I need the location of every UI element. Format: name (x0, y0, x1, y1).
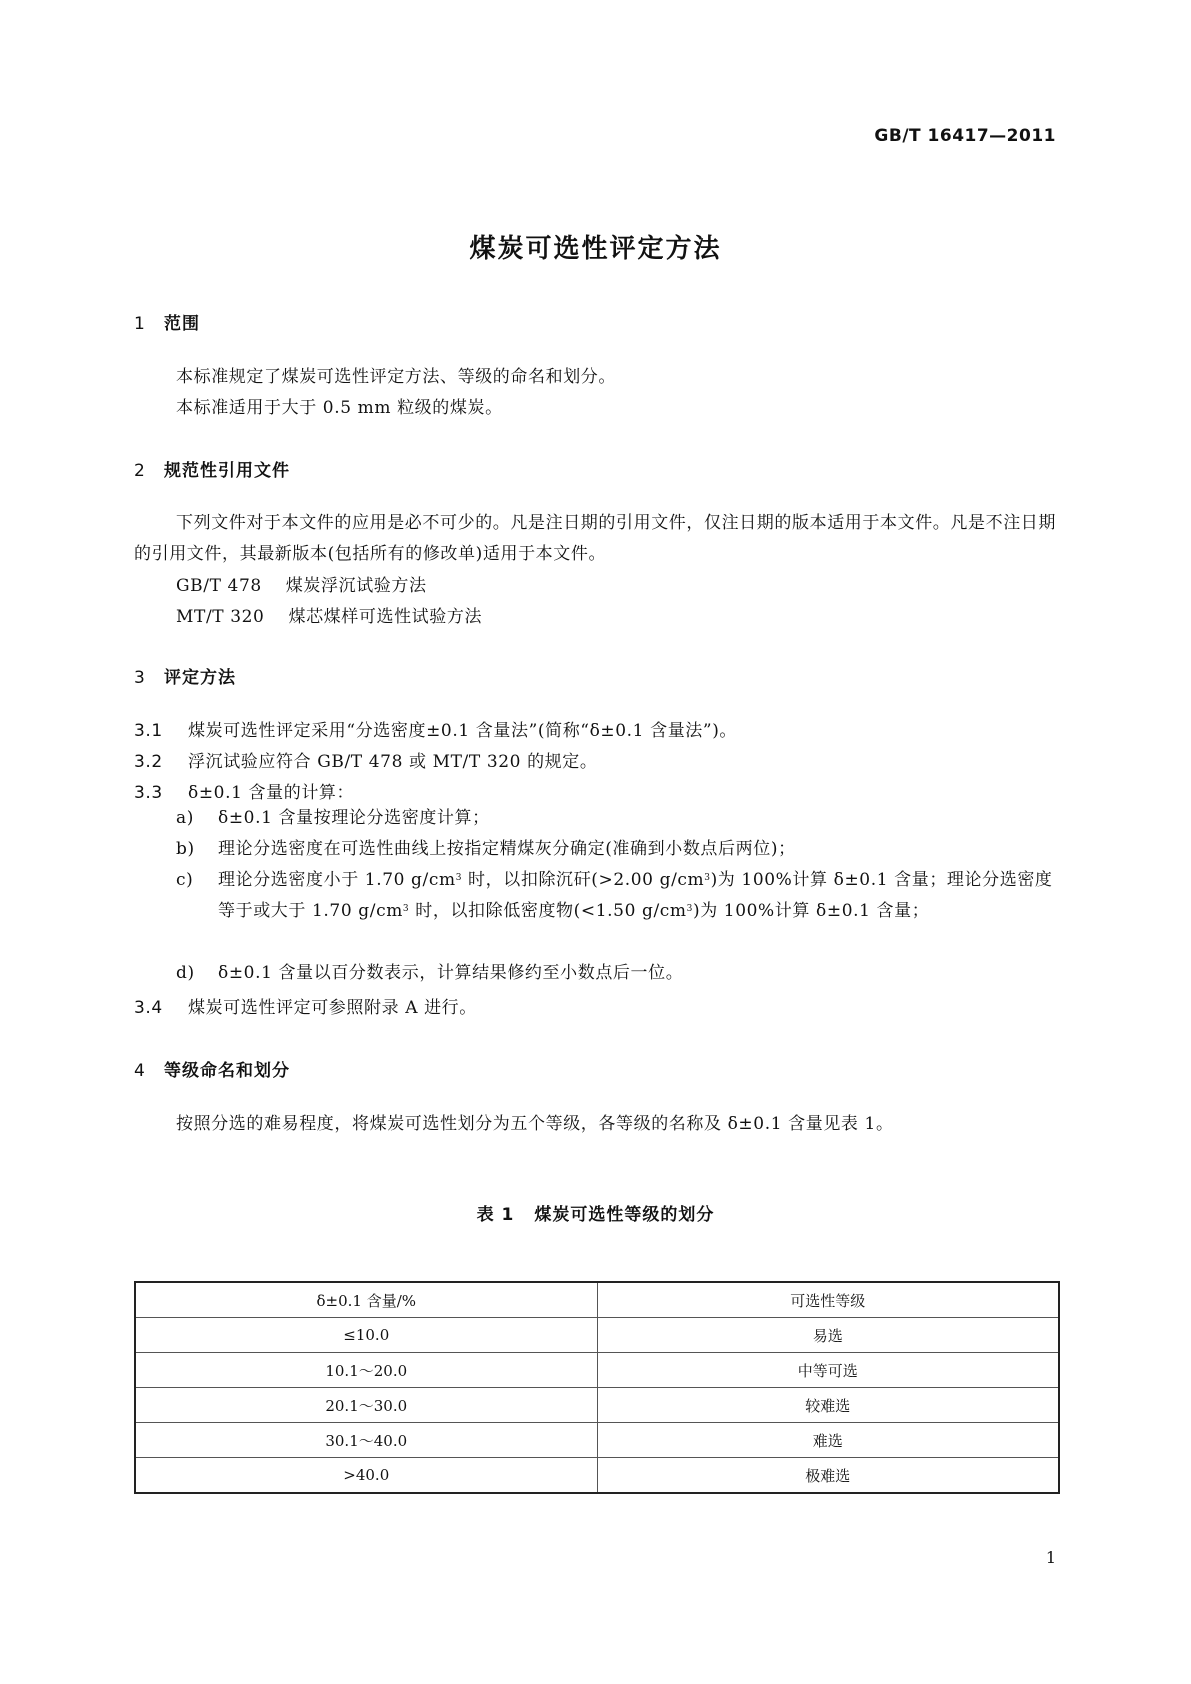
document-title: 煤炭可选性评定方法 (469, 234, 722, 264)
clause-3-1 (134, 716, 737, 741)
section-4-paragraph: 按照分选的难易程度，将煤炭可选性划分为五个等级，各等级的名称及 δ±0.1 含量见表 1。 (176, 1114, 894, 1134)
table-caption-title: 煤炭可选性等级的划分 (534, 1205, 715, 1225)
table-cell: 10.1～20.0 (135, 1353, 597, 1388)
clause-text: 煤炭可选性评定采用“分选密度±0.1 含量法”(简称“δ±0.1 含量法”)。 (188, 721, 738, 741)
list-item-label: b) (176, 839, 195, 859)
section-title: 范围 (164, 314, 200, 334)
grade-table (134, 1281, 1060, 1494)
list-item-label: d) (176, 963, 195, 983)
section-3-heading (134, 663, 236, 688)
page-number: 1 (1045, 1548, 1056, 1567)
section-title: 等级命名和划分 (164, 1061, 290, 1081)
reference-code: MT/T 320 (176, 607, 265, 627)
clause-number: 3.4 (134, 998, 163, 1018)
clause-text: 浮沉试验应符合 GB/T 478 或 MT/T 320 的规定。 (188, 752, 598, 772)
section-1-heading (134, 309, 200, 334)
clause-number: 3.3 (134, 783, 163, 803)
table-row (135, 1388, 1059, 1423)
standard-code: GB/T 16417—2011 (874, 126, 1056, 146)
table-caption (0, 1200, 1191, 1225)
list-item-text: δ±0.1 含量按理论分选密度计算； (218, 808, 490, 828)
section-number: 2 (134, 461, 146, 481)
list-item (176, 803, 1060, 834)
table-header-cell: δ±0.1 含量/% (135, 1282, 597, 1318)
reference-item (176, 571, 427, 596)
list-item-text: 理论分选密度在可选性曲线上按指定精煤灰分确定(准确到小数点后两位)； (218, 839, 796, 859)
list-item (176, 834, 1060, 865)
clause-3-4 (134, 993, 477, 1018)
table-cell: 极难选 (597, 1458, 1059, 1494)
list-item-label: c) (176, 870, 194, 890)
clause-text: δ±0.1 含量的计算： (188, 783, 355, 803)
section-2-paragraph: 下列文件对于本文件的应用是必不可少的。凡是注日期的引用文件，仅注日期的版本适用于本文件。凡是不注日期的引用文件，其最新版本(包括所有的修改单)适用于本文件。 (134, 513, 1056, 564)
reference-code: GB/T 478 (176, 576, 262, 596)
table-caption-label: 表 1 (476, 1205, 515, 1225)
clause-text: 煤炭可选性评定可参照附录 A 进行。 (188, 998, 477, 1018)
section-title: 规范性引用文件 (164, 461, 290, 481)
table-row (135, 1458, 1059, 1494)
section-4-heading (134, 1056, 290, 1081)
table-cell: ≤10.0 (135, 1318, 597, 1353)
list-item (176, 958, 1060, 989)
list-item-label: a) (176, 808, 194, 828)
table-cell: >40.0 (135, 1458, 597, 1494)
section-1-paragraph-1: 本标准规定了煤炭可选性评定方法、等级的命名和划分。 (176, 367, 616, 387)
table-cell: 20.1～30.0 (135, 1388, 597, 1423)
reference-item (176, 602, 482, 627)
clause-number: 3.1 (134, 721, 163, 741)
table-cell: 易选 (597, 1318, 1059, 1353)
list-item-text: δ±0.1 含量以百分数表示，计算结果修约至小数点后一位。 (218, 963, 684, 983)
table-header-row (135, 1282, 1059, 1318)
table-cell: 30.1～40.0 (135, 1423, 597, 1458)
list-item-text: 理论分选密度小于 1.70 $g/cm^3$ 时，以扣除沉矸(>2.00 $g/cm^3$)为 100%计算 δ±0.1 含量；理论分选密度等于或大于 1.70 $g/cm^3$ 时，以扣除低密度物(<1.50 $g/cm^3$)为 100%计算 δ±0.1 含量； (218, 870, 1053, 921)
section-1-paragraph-2: 本标准适用于大于 0.5 mm 粒级的煤炭。 (176, 398, 503, 418)
list-item (176, 865, 1060, 927)
table-cell: 较难选 (597, 1388, 1059, 1423)
section-number: 3 (134, 668, 146, 688)
section-title: 评定方法 (164, 668, 236, 688)
section-number: 4 (134, 1061, 146, 1081)
section-2-heading (134, 456, 290, 481)
reference-title: 煤炭浮沉试验方法 (285, 576, 427, 596)
clause-3-3 (134, 778, 354, 803)
table-row (135, 1423, 1059, 1458)
table-cell: 难选 (597, 1423, 1059, 1458)
table-header-cell: 可选性等级 (597, 1282, 1059, 1318)
clause-number: 3.2 (134, 752, 163, 772)
section-number: 1 (134, 314, 146, 334)
table-row (135, 1353, 1059, 1388)
reference-title: 煤芯煤样可选性试验方法 (288, 607, 483, 627)
table-cell: 中等可选 (597, 1353, 1059, 1388)
clause-3-2 (134, 747, 597, 772)
table-row (135, 1318, 1059, 1353)
